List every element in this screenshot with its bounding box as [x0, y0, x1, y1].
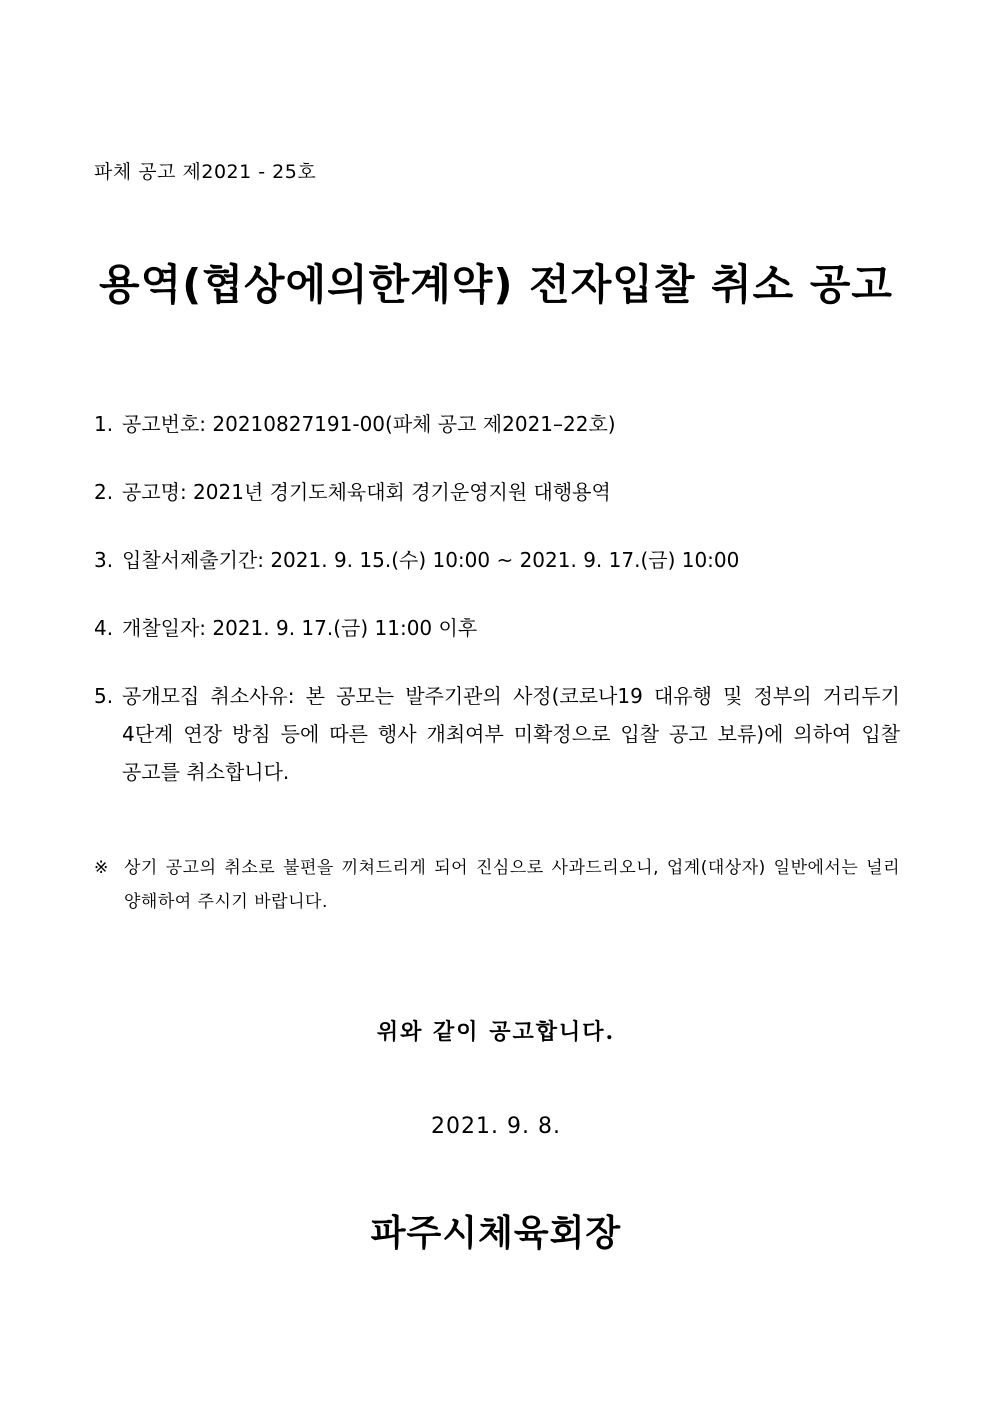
- list-item: [94, 405, 900, 443]
- item-text: 개찰일자: 2021. 9. 17.(금) 11:00 이후: [122, 616, 478, 640]
- item-number: 3.: [94, 548, 114, 572]
- item-number: 2.: [94, 480, 114, 504]
- list-item: [94, 677, 900, 791]
- list-item: [94, 473, 900, 511]
- item-text: 공고명: 2021년 경기도체육대회 경기운영지원 대행용역: [122, 480, 611, 504]
- item-number: 1.: [94, 412, 114, 436]
- closing-statement: 위와 같이 공고합니다.: [376, 1019, 616, 1045]
- item-text: 공개모집 취소사유: 본 공모는 발주기관의 사정(코로나19 대유행 및 정부의 거리두기 4단계 연장 방침 등에 따른 행사 개최여부 미확정으로 입찰 공고 보류)에 의하여 입찰 공고를 취소합니다.: [122, 684, 900, 784]
- item-number: 5.: [94, 684, 114, 708]
- item-number: 4.: [94, 616, 114, 640]
- issue-date: 2021. 9. 8.: [431, 1114, 561, 1139]
- issuer-name: 파주시체육회장: [370, 1213, 622, 1254]
- document-title: 용역(협상에의한계약) 전자입찰 취소 공고: [99, 260, 893, 309]
- item-text: 입찰서제출기간: 2021. 9. 15.(수) 10:00 ~ 2021. 9. 17.(금) 10:00: [122, 548, 740, 572]
- item-text: 공고번호: 20210827191-00(파체 공고 제2021–22호): [122, 412, 616, 436]
- list-item: [94, 541, 900, 579]
- reference-mark: ※: [94, 858, 109, 878]
- footnote-text: 상기 공고의 취소로 불편을 끼쳐드리게 되어 진심으로 사과드리오니, 업계(대상자) 일반에서는 널리 양해하여 주시기 바랍니다.: [124, 858, 900, 912]
- notice-items-list: [94, 405, 900, 821]
- footnote: [94, 851, 900, 919]
- notice-number: 파체 공고 제2021 - 25호: [94, 161, 317, 183]
- list-item: [94, 609, 900, 647]
